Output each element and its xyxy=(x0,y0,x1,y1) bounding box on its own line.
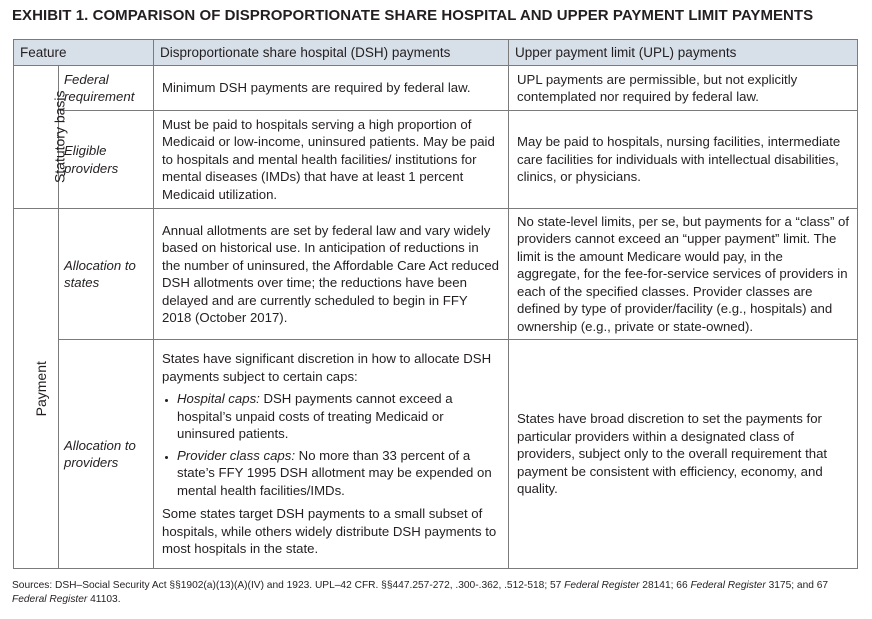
row-label-federal-requirement: Federal requirement xyxy=(59,66,154,111)
category-payment xyxy=(14,209,59,569)
header-feature: Feature xyxy=(14,40,154,66)
list-item xyxy=(177,447,500,500)
sources-text: Sources: DSH–Social Security Act §§1902(a)(13)(A)(IV) and 1923. UPL–42 CFR. §§447.257-272, .300-.362, .512-518; 57 xyxy=(12,580,565,591)
cell-dsh-allocation-providers xyxy=(154,340,509,569)
sources-text: 3175; and 67 xyxy=(765,580,829,591)
sources-citation-title: Federal Register xyxy=(690,580,766,591)
sources-citation-title: Federal Register xyxy=(564,580,640,591)
bullet-term: Hospital caps: xyxy=(177,391,260,407)
category-label: Statutory basis xyxy=(51,90,68,184)
dsh-outro-text: Some states target DSH payments to a small subset of hospitals, while others widely distribute DSH payments to most hospitals in the state. xyxy=(162,506,497,557)
table-row-allocation-to-providers xyxy=(14,340,858,569)
list-item xyxy=(177,390,500,443)
table-row-allocation-to-states xyxy=(14,209,858,340)
sources-text: 41103. xyxy=(87,593,121,605)
sources-text: 28141; 66 xyxy=(639,580,691,591)
header-dsh: Disproportionate share hospital (DSH) payments xyxy=(154,40,509,66)
category-label: Payment xyxy=(32,360,49,417)
sources-note xyxy=(12,579,860,606)
header-upl: Upper payment limit (UPL) payments xyxy=(509,40,858,66)
comparison-table xyxy=(13,39,858,569)
cell-upl-allocation-states: No state-level limits, per se, but payments for a “class” of providers cannot exceed an “upper payment” limit. The limit is the amount Medicare would pay, in the aggregate, for the fee-for-service services of providers in each of the specified classes. Provider classes are defined by type of provider/facility (e.g., hospitals) and ownership (e.g., private or state-owned). xyxy=(509,209,858,340)
row-label-eligible-providers: Eligible providers xyxy=(59,111,154,209)
cell-dsh-federal: Minimum DSH payments are required by federal law. xyxy=(154,66,509,111)
row-label-allocation-to-providers: Allocation to providers xyxy=(59,340,154,569)
cell-upl-federal: UPL payments are permissible, but not explicitly contemplated nor required by federal law. xyxy=(509,66,858,111)
bullet-text: DSH payments cannot exceed a hospital’s unpaid costs of treating Medicaid or uninsured patients. xyxy=(177,391,453,442)
row-label-allocation-to-states: Allocation to states xyxy=(59,209,154,340)
category-statutory-basis xyxy=(14,66,68,209)
cell-upl-allocation-providers: States have broad discretion to set the payments for particular providers within a designated class of providers, subject only to the overall requirement that payment be consistent with efficiency, economy, and quality. xyxy=(509,340,858,569)
bullet-term: Provider class caps: xyxy=(177,447,295,463)
table-row-eligible-providers xyxy=(14,111,858,209)
cell-dsh-eligible: Must be paid to hospitals serving a high proportion of Medicaid or low-income, uninsured patients. May be paid to hospitals and mental health facilities/ institutions for mental diseases (IMDs) that have at least 1 percent Medicaid utilization. xyxy=(154,111,509,209)
cap-list xyxy=(162,390,500,499)
table-row-federal-requirement xyxy=(14,66,858,111)
dsh-intro-text: States have significant discretion in how to allocate DSH payments subject to certain caps: xyxy=(162,351,492,384)
header-row xyxy=(14,40,858,66)
bullet-text: No more than 33 percent of a state’s FFY 1995 DSH allotment may be expended on mental health facilities/IMDs. xyxy=(177,447,492,498)
cell-dsh-allocation-states: Annual allotments are set by federal law and vary widely based on historical use. In anticipation of reductions in the number of uninsured, the Affordable Care Act reduced DSH allotments over time; the reductions have been delayed and are currently scheduled to begin in FFY 2018 (October 2017). xyxy=(154,209,509,340)
sources-citation-title: Federal Register xyxy=(12,593,88,605)
exhibit-title: EXHIBIT 1. COMPARISON OF DISPROPORTIONATE SHARE HOSPITAL AND UPPER PAYMENT LIMIT PAYMENTS xyxy=(12,7,814,24)
cell-upl-eligible: May be paid to hospitals, nursing facilities, intermediate care facilities for individuals with intellectual disabilities, clinics, or physicians. xyxy=(509,111,858,209)
